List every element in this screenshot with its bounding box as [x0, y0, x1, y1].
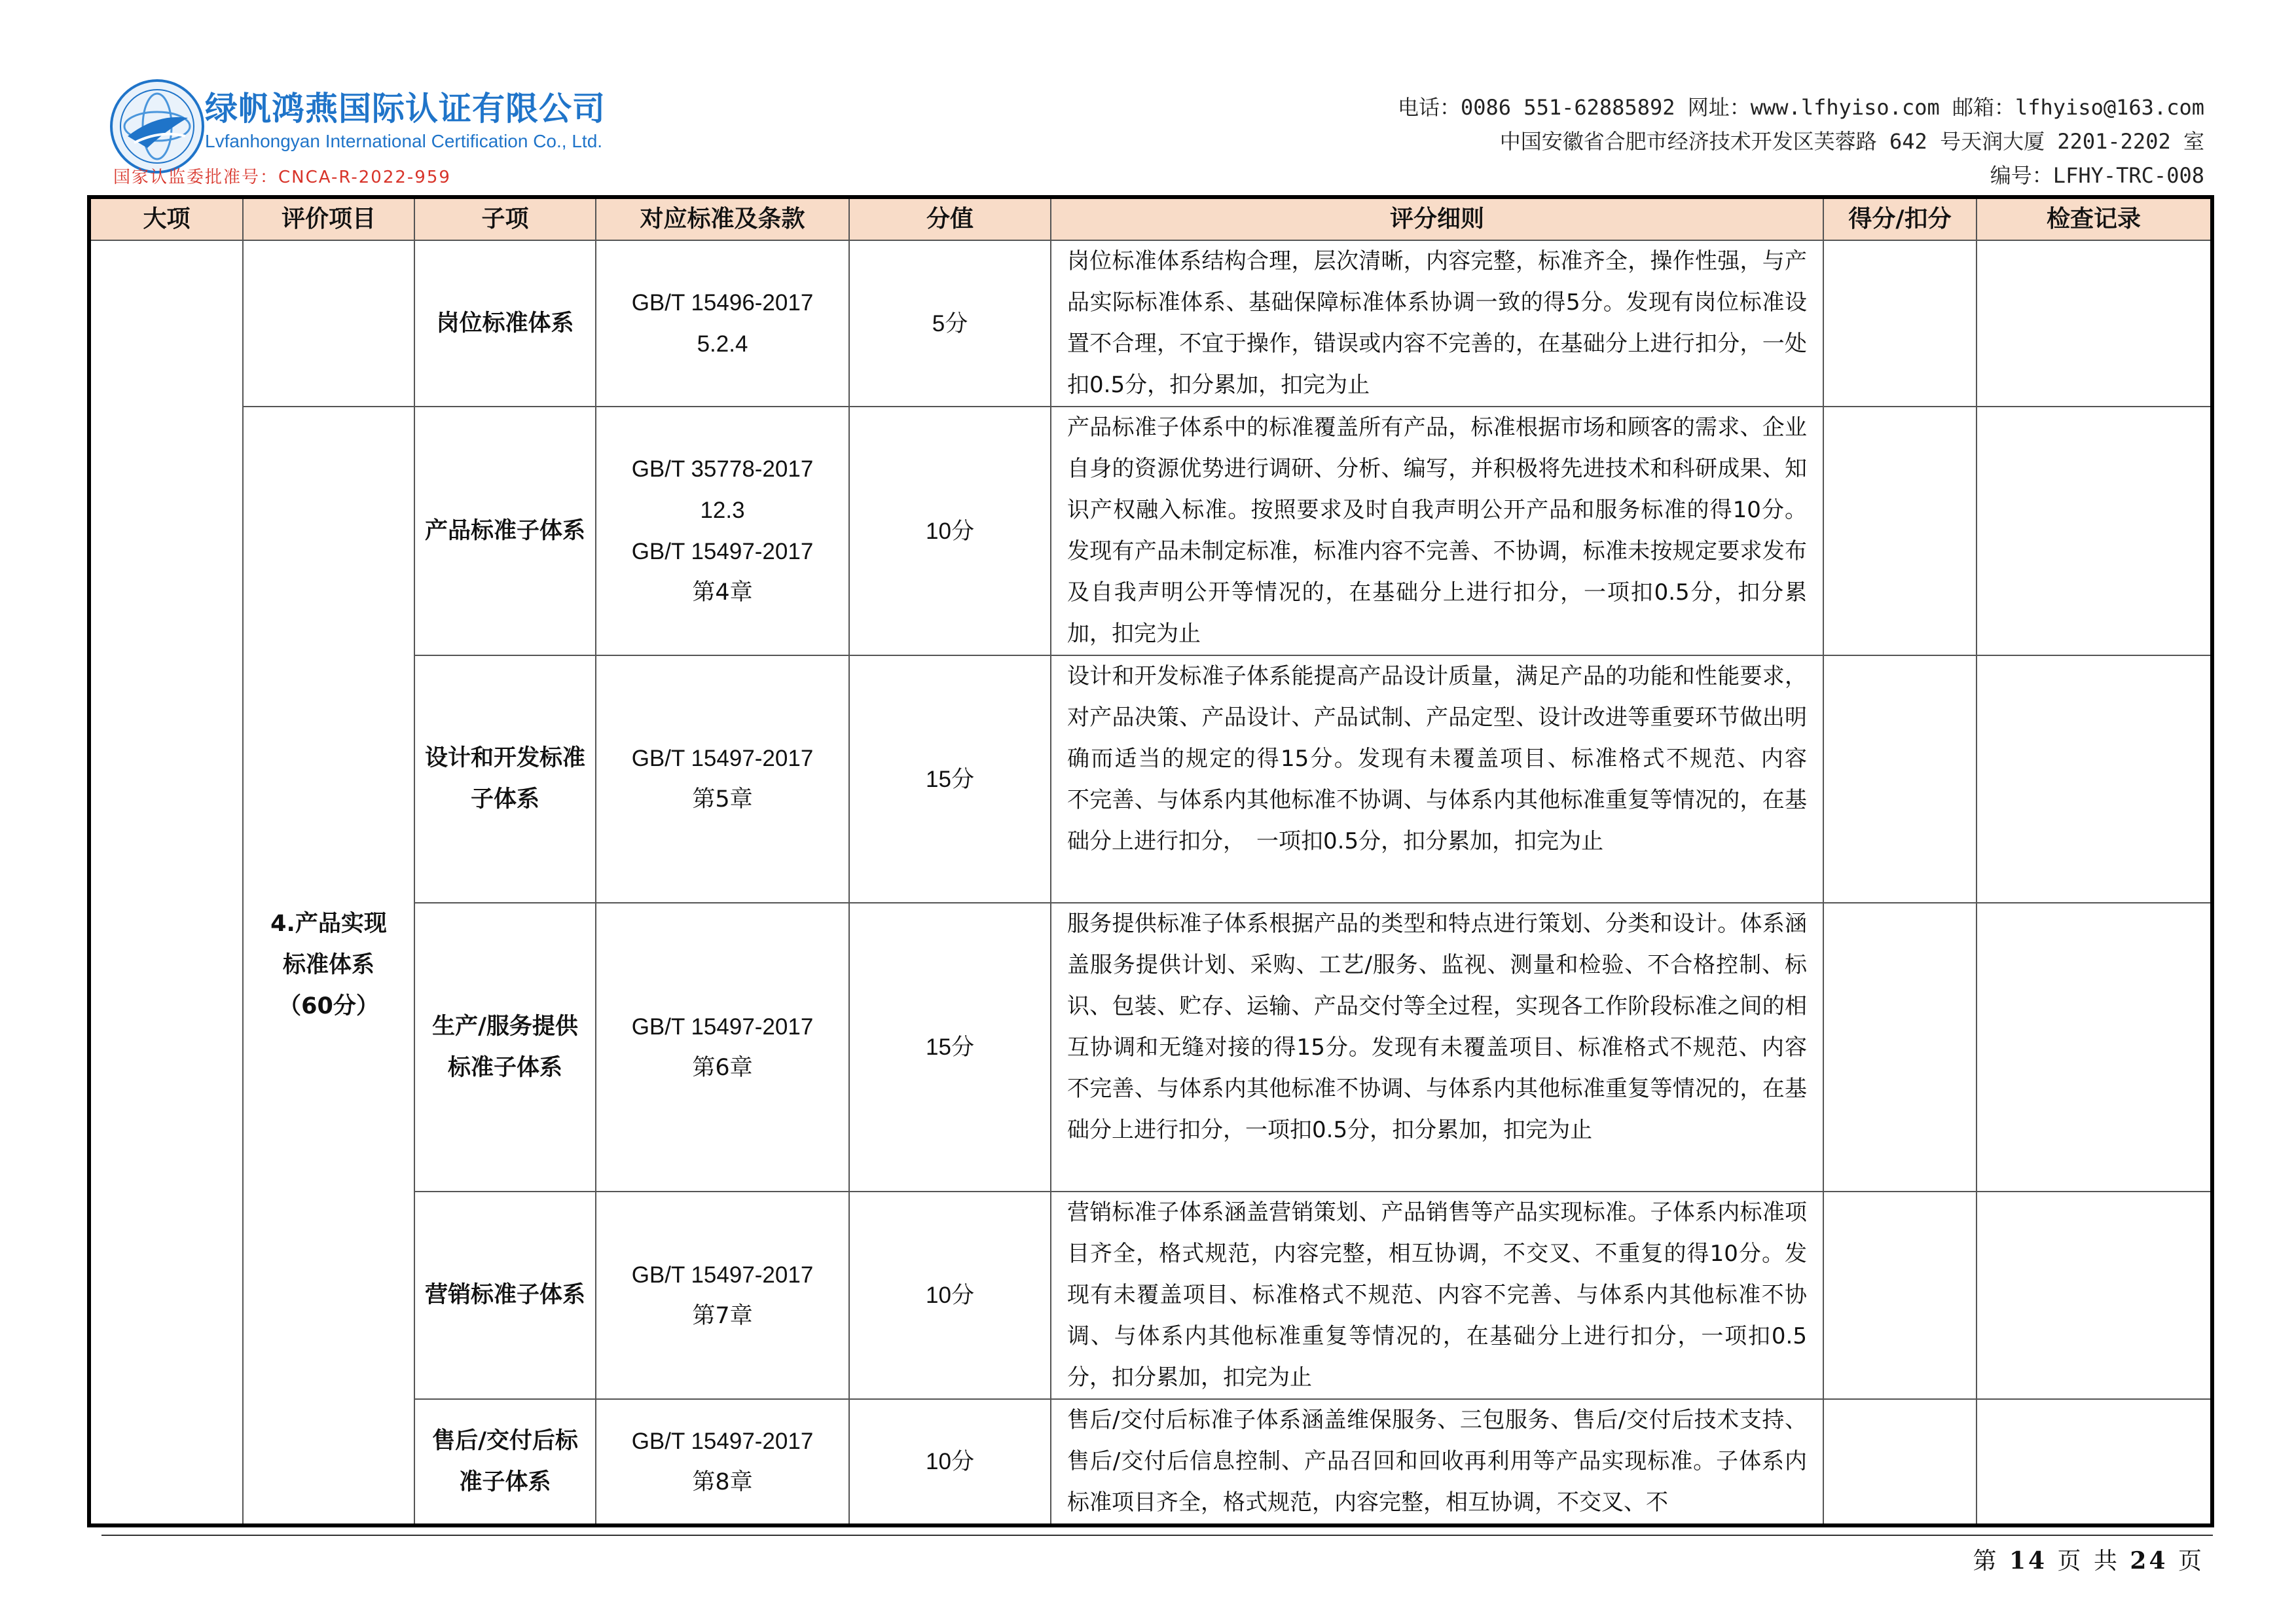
record-cell[interactable] [1977, 655, 2212, 903]
eval-item-line: （60分） [278, 993, 379, 1019]
subitem-cell: 营销标准子体系 [414, 1192, 596, 1399]
standard-line: 第5章 [692, 786, 753, 812]
standard-cell [596, 655, 849, 903]
page-indicator [1973, 1542, 2204, 1576]
approval-code: 国家认监委批准号：CNCA-R-2022-959 [113, 168, 451, 187]
standard-line: GB/T 15497-2017 [631, 1013, 814, 1040]
score-cell: 10分 [849, 1399, 1051, 1525]
record-cell[interactable] [1977, 1399, 2212, 1525]
standard-cell [596, 1192, 849, 1399]
page-current: 14 [2009, 1547, 2048, 1575]
header-standard: 对应标准及条款 [596, 197, 849, 240]
category-cell [89, 240, 243, 1525]
detail-cell: 设计和开发标准子体系能提高产品设计质量，满足产品的功能和性能要求，对产品决策、产品设计、产品试制、产品定型、设计改进等重要环节做出明确而适当的规定的得15分。发现有未覆盖项目、标准格式不规范、内容 不完善、与体系内其他标准不协调、与体系内其他标准重复等情况的，在基础分上进行扣分， 一项扣0.5分，扣分累加，扣完为止 [1051, 655, 1823, 903]
subitem-cell: 生产/服务提供标准子体系 [414, 903, 596, 1192]
record-cell[interactable] [1977, 903, 2212, 1192]
header-score: 分值 [849, 197, 1051, 240]
standard-cell [596, 903, 849, 1192]
detail-cell [1051, 1399, 1823, 1525]
score-cell: 10分 [849, 1192, 1051, 1399]
subitem-cell: 产品标准子体系 [414, 407, 596, 655]
result-cell[interactable] [1823, 407, 1977, 655]
footer-divider [101, 1535, 2213, 1536]
record-cell[interactable] [1977, 1192, 2212, 1399]
record-cell[interactable] [1977, 240, 2212, 407]
company-logo [108, 77, 619, 189]
subitem-cell: 设计和开发标准子体系 [414, 655, 596, 903]
eval-item-line: 4.产品实现 [270, 911, 387, 937]
subitem-cell: 岗位标准体系 [414, 240, 596, 407]
contact-line: 电话：0086 551-62885892 网址：www.lfhyiso.com 邮箱：lfhyiso@163.com [1397, 95, 2204, 120]
header-detail: 评分细则 [1051, 197, 1823, 240]
record-cell[interactable] [1977, 407, 2212, 655]
evaluation-table [87, 195, 2214, 1527]
company-name-cn: 绿帆鸿燕国际认证有限公司 [205, 90, 606, 128]
page-suffix: 页 [2178, 1548, 2204, 1575]
contact-block [1398, 90, 2204, 192]
standard-line: GB/T 15497-2017 [631, 1262, 814, 1288]
subitem-cell: 售后/交付后标准子体系 [414, 1399, 596, 1525]
table-row [89, 407, 2212, 655]
detail-cell: 岗位标准体系结构合理，层次清晰，内容完整，标准齐全，操作性强，与产品实际标准体系、基础保障标准体系协调一致的得5分。发现有岗位标准设置不合理，不宜于操作，错误或内容不完善的，在基础分上进行扣分，一处扣0.5分，扣分累加，扣完为止 [1051, 240, 1823, 407]
result-cell[interactable] [1823, 655, 1977, 903]
eval-item-cell [243, 407, 414, 1525]
score-cell: 10分 [849, 407, 1051, 655]
score-cell: 15分 [849, 903, 1051, 1192]
header-category: 大项 [89, 197, 243, 240]
header-subitem: 子项 [414, 197, 596, 240]
detail-cell: 服务提供标准子体系根据产品的类型和特点进行策划、分类和设计。体系涵盖服务提供计划、采购、工艺/服务、监视、测量和检验、不合格控制、标识、包装、贮存、运输、产品交付等全过程，实现各工作阶段标准之间的相互协调和无缝对接的得15分。发现有未覆盖项目、标准格式不规范、内容不完善、与体系内其他标准不协调、与体系内其他标准重复等情况的，在基础分上进行扣分，一项扣0.5分，扣分累加，扣完为止 [1051, 903, 1823, 1192]
standard-line: GB/T 15496-2017 [631, 290, 814, 316]
address-line: 中国安徽省合肥市经济技术开发区芙蓉路 642 号天润大厦 2201-2202 室 [1499, 129, 2204, 154]
eval-item-cell [243, 240, 414, 407]
result-cell[interactable] [1823, 1399, 1977, 1525]
standard-line: 第4章 [692, 579, 753, 606]
standard-line: 第6章 [692, 1054, 753, 1081]
standard-line: GB/T 35778-2017 [631, 456, 814, 482]
table-header-row [89, 197, 2212, 240]
score-cell: 15分 [849, 655, 1051, 903]
detail-cell: 产品标准子体系中的标准覆盖所有产品，标准根据市场和顾客的需求、企业自身的资源优势进行调研、分析、编写，并积极将先进技术和科研成果、知识产权融入标准。按照要求及时自我声明公开产品和服务标准的得10分。发现有产品未制定标准，标准内容不完善、不协调，标准未按规定要求发布及自我声明公开等情况的，在基础分上进行扣分，一项扣0.5分，扣分累加，扣完为止 [1051, 407, 1823, 655]
company-name-en: Lvfanhongyan International Certification Co., Ltd. [205, 131, 603, 151]
standard-line: 第7章 [692, 1302, 753, 1329]
standard-cell [596, 240, 849, 407]
result-cell[interactable] [1823, 240, 1977, 407]
header-result: 得分/扣分 [1823, 197, 1977, 240]
standard-line: 5.2.4 [697, 331, 748, 357]
standard-line: GB/T 15497-2017 [631, 539, 814, 564]
standard-line: 第8章 [692, 1468, 753, 1495]
eval-item-line: 标准体系 [282, 952, 374, 978]
result-cell[interactable] [1823, 903, 1977, 1192]
standard-cell [596, 407, 849, 655]
standard-line: 12.3 [700, 498, 745, 523]
table-row [89, 240, 2212, 407]
result-cell[interactable] [1823, 1192, 1977, 1399]
standard-line: GB/T 15497-2017 [631, 1428, 814, 1454]
page-total: 24 [2130, 1547, 2168, 1575]
globe-logo-icon [108, 77, 206, 175]
header-eval-item: 评价项目 [243, 197, 414, 240]
page-mid: 页 共 [2057, 1548, 2120, 1575]
header-record: 检查记录 [1977, 197, 2212, 240]
score-cell: 5分 [849, 240, 1051, 407]
page-prefix: 第 [1973, 1548, 1999, 1575]
doc-number: 编号：LFHY-TRC-008 [1990, 163, 2204, 188]
standard-line: GB/T 15497-2017 [631, 746, 814, 771]
detail-text: 售后/交付后标准子体系涵盖维保服务、三包服务、售后/交付后技术支持、售后/交付后信息控制、产品召回和回收再利用等产品实现标准。子体系内标准项目齐全，格式规范，内容完整，相互协调，不交叉、不 [1067, 1407, 1807, 1516]
detail-cell: 营销标准子体系涵盖营销策划、产品销售等产品实现标准。子体系内标准项目齐全，格式规范，内容完整，相互协调，不交叉、不重复的得10分。发现有未覆盖项目、标准格式不规范、内容不完善、与体系内其他标准不协调、与体系内其他标准重复等情况的，在基础分上进行扣分，一项扣0.5分，扣分累加，扣完为止 [1051, 1192, 1823, 1399]
standard-cell [596, 1399, 849, 1525]
